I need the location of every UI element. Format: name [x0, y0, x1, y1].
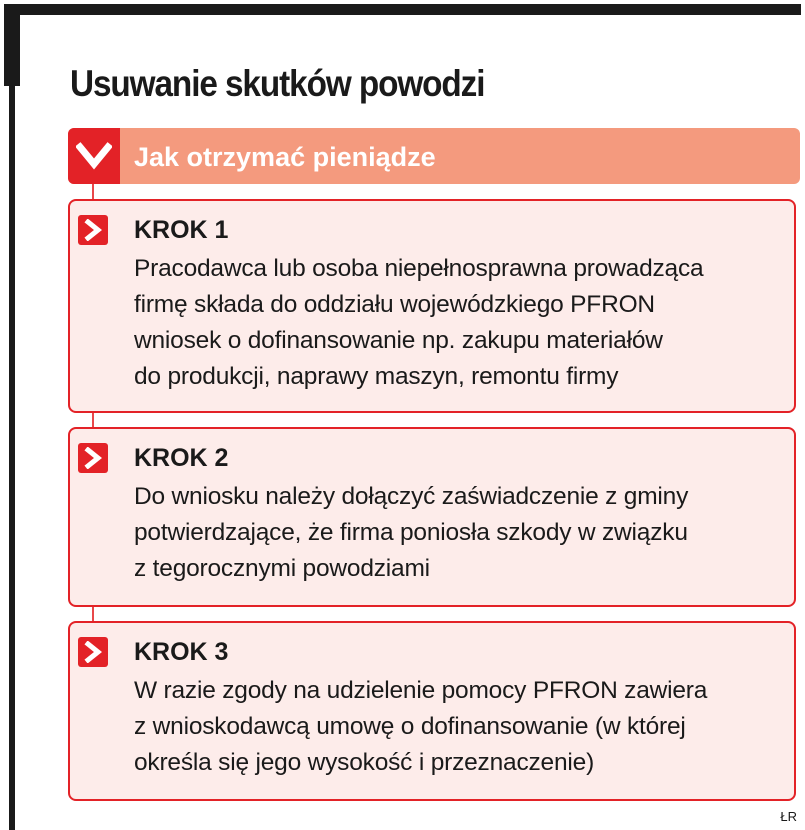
step-title: KROK 1: [134, 216, 229, 244]
step-chevron-badge: [78, 443, 108, 473]
section-header-badge: [68, 128, 120, 184]
chevron-down-icon: [76, 142, 112, 170]
frame-left-rule: [9, 4, 15, 830]
step-text-line: Do wniosku należy dołączyć zaświadczenie z gminy: [134, 483, 689, 510]
chevron-right-icon: [82, 447, 104, 469]
step-text-line: do produkcji, naprawy maszyn, remontu firmy: [134, 363, 619, 390]
step-text-line: W razie zgody na udzielenie pomocy PFRON zawiera: [134, 677, 708, 704]
step-chevron-badge: [78, 637, 108, 667]
step-title: KROK 2: [134, 444, 229, 472]
page-title: Usuwanie skutków powodzi: [70, 63, 485, 104]
step-text-line: firmę składa do oddziału wojewódzkiego PFRON: [134, 291, 655, 318]
step-card: [68, 199, 796, 413]
author-credit: ŁR: [780, 809, 797, 824]
step-text-line: określa się jego wysokość i przeznaczenie): [134, 749, 595, 776]
step-text-line: potwierdzające, że firma poniosła szkody w związku: [134, 519, 688, 546]
step-text-line: z wnioskodawcą umowę o dofinansowanie (w której: [134, 713, 686, 740]
step-text-line: Pracodawca lub osoba niepełnosprawna prowadząca: [134, 255, 704, 282]
step-title: KROK 3: [134, 638, 229, 666]
chevron-right-icon: [82, 641, 104, 663]
chevron-right-icon: [82, 219, 104, 241]
step-chevron-badge: [78, 215, 108, 245]
step-text-line: wniosek o dofinansowanie np. zakupu materiałów: [134, 327, 663, 354]
frame-top-rule: [4, 4, 801, 15]
section-header-label: Jak otrzymać pieniądze: [134, 142, 436, 172]
step-card: [68, 427, 796, 607]
step-text-line: z tegorocznymi powodziami: [134, 555, 430, 582]
step-card: [68, 621, 796, 801]
